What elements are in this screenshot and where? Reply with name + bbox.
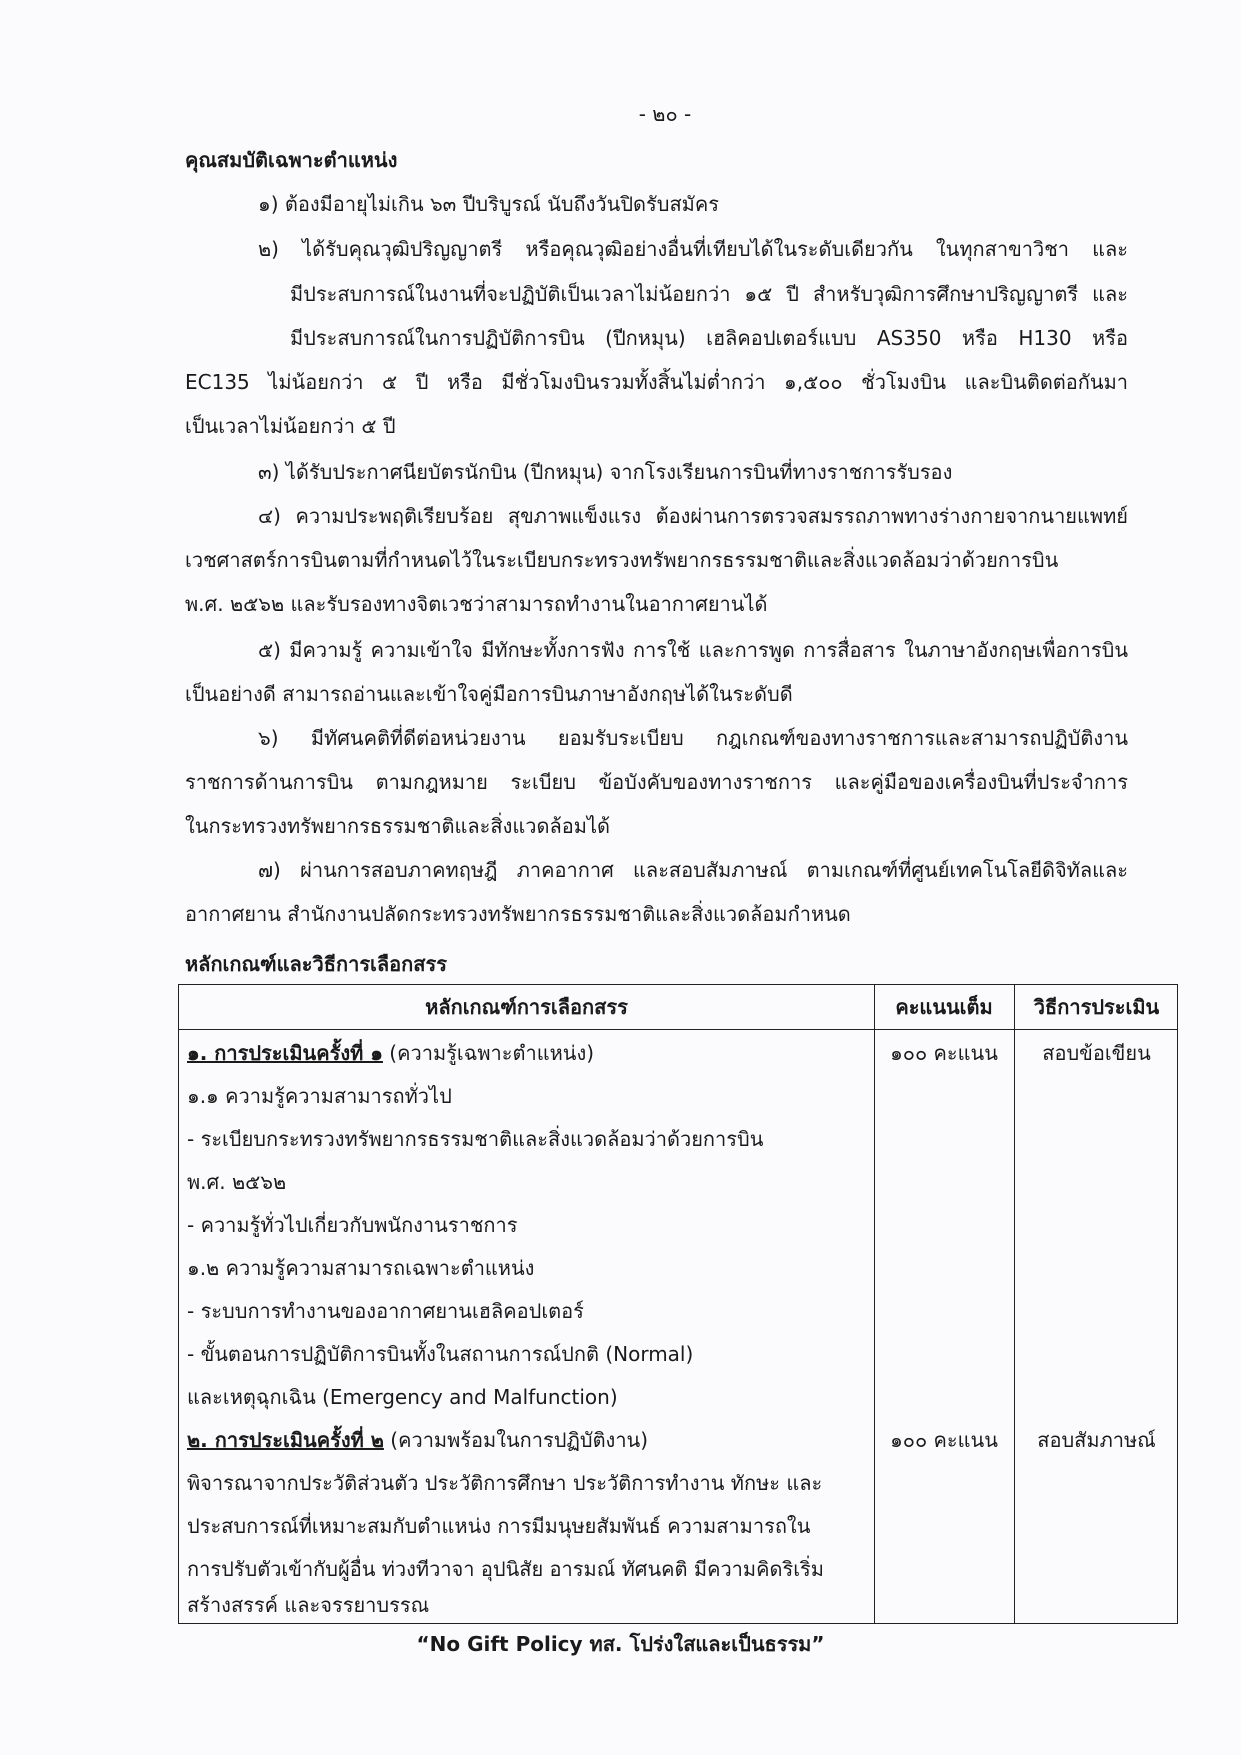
round-1-line: ๑.๑ ความรู้ความสามารถทั่วไป: [187, 1084, 452, 1108]
footer-policy: “No Gift Policy ทส. โปร่งใสและเป็นธรรม”: [416, 1632, 825, 1656]
table-header-score: คะแนนเต็ม: [895, 995, 993, 1019]
round-1-line: - ระเบียบกระทรวงทรัพยากรธรรมชาติและสิ่งแวดล้อมว่าด้วยการบิน: [187, 1127, 764, 1151]
round-2-title: ๒. การประเมินครั้งที่ ๒: [187, 1428, 384, 1452]
table-column-divider: [874, 985, 875, 1623]
qualification-2-line-4: EC135 ไม่น้อยกว่า ๕ ปี หรือ มีชั่วโมงบินรวมทั้งสิ้นไม่ต่ำกว่า ๑,๕๐๐ ชั่วโมงบิน และบินติดต่อกันมา: [185, 370, 1128, 394]
round-2-line: การปรับตัวเข้ากับผู้อื่น ท่วงทีวาจา อุปนิสัย อารมณ์ ทัศนคติ มีความคิดริเริ่ม: [187, 1557, 824, 1581]
qualification-5-line-2: เป็นอย่างดี สามารถอ่านและเข้าใจคู่มือการบินภาษาอังกฤษได้ในระดับดี: [185, 682, 793, 706]
round-1-method: สอบข้อเขียน: [1042, 1041, 1151, 1065]
round-1-line: - ความรู้ทั่วไปเกี่ยวกับพนักงานราชการ: [187, 1213, 518, 1237]
qualification-2-line-2: มีประสบการณ์ในงานที่จะปฏิบัติเป็นเวลาไม่น้อยกว่า ๑๕ ปี สำหรับวุฒิการศึกษาปริญญาตรี และ: [290, 282, 1128, 306]
round-1-title: ๑. การประเมินครั้งที่ ๑: [187, 1041, 383, 1065]
qualification-6: ๖) มีทัศนคติที่ดีต่อหน่วยงาน ยอมรับระเบียบ กฎเกณฑ์ของทางราชการและสามารถปฏิบัติงาน: [258, 726, 1128, 750]
qualification-3: ๓) ได้รับประกาศนียบัตรนักบิน (ปีกหมุน) จากโรงเรียนการบินที่ทางราชการรับรอง: [258, 460, 953, 484]
qualification-7: ๗) ผ่านการสอบภาคทฤษฎี ภาคอากาศ และสอบสัมภาษณ์ ตามเกณฑ์ที่ศูนย์เทคโนโลยีดิจิทัลและ: [258, 858, 1128, 882]
round-2-subtitle: (ความพร้อมในการปฏิบัติงาน): [383, 1428, 649, 1452]
qualification-7-line-2: อากาศยาน สำนักงานปลัดกระทรวงทรัพยากรธรรมชาติและสิ่งแวดล้อมกำหนด: [185, 902, 851, 926]
round-2-line: พิจารณาจากประวัติส่วนตัว ประวัติการศึกษา ประวัติการทำงาน ทักษะ และ: [187, 1471, 823, 1495]
qualification-1: ๑) ต้องมีอายุไม่เกิน ๖๓ ปีบริบูรณ์ นับถึงวันปิดรับสมัคร: [258, 192, 719, 216]
round-1-heading: [187, 1039, 594, 1067]
qualification-6-line-2: ราชการด้านการบิน ตามกฎหมาย ระเบียบ ข้อบังคับของทางราชการ และคู่มือของเครื่องบินที่ประจำการ: [185, 770, 1128, 794]
round-2-line: ประสบการณ์ที่เหมาะสมกับตำแหน่ง การมีมนุษยสัมพันธ์ ความสามารถใน: [187, 1514, 811, 1538]
qualification-4: ๔) ความประพฤติเรียบร้อย สุขภาพแข็งแรง ต้องผ่านการตรวจสมรรถภาพทางร่างกายจากนายแพทย์: [258, 504, 1128, 528]
table-header-divider: [179, 1029, 1177, 1030]
section-heading: คุณสมบัติเฉพาะตำแหน่ง: [185, 148, 398, 172]
round-1-line: - ระบบการทำงานของอากาศยานเฮลิคอปเตอร์: [187, 1299, 584, 1323]
table-header-method: วิธีการประเมิน: [1033, 995, 1160, 1019]
table-column-divider: [1014, 985, 1015, 1623]
round-1-score: ๑๐๐ คะแนน: [890, 1041, 998, 1065]
page-number: - ๒๐ -: [638, 102, 692, 126]
round-1-subtitle: (ความรู้เฉพาะตำแหน่ง): [382, 1041, 595, 1065]
qualification-6-line-3: ในกระทรวงทรัพยากรธรรมชาติและสิ่งแวดล้อมได้: [185, 814, 610, 838]
criteria-heading: หลักเกณฑ์และวิธีการเลือกสรร: [185, 952, 447, 976]
round-1-line: พ.ศ. ๒๕๖๒: [187, 1170, 287, 1194]
criteria-table: [178, 984, 1178, 1624]
table-header-criteria: หลักเกณฑ์การเลือกสรร: [425, 995, 628, 1019]
round-1-line: - ขั้นตอนการปฏิบัติการบินทั้งในสถานการณ์ปกติ (Normal): [187, 1342, 694, 1366]
round-1-line: และเหตุฉุกเฉิน (Emergency and Malfunction): [187, 1385, 618, 1409]
round-2-method: สอบสัมภาษณ์: [1037, 1428, 1156, 1452]
qualification-2-line-3: มีประสบการณ์ในการปฏิบัติการบิน (ปีกหมุน) เฮลิคอปเตอร์แบบ AS350 หรือ H130 หรือ: [290, 326, 1128, 350]
qualification-4-line-2: เวชศาสตร์การบินตามที่กำหนดไว้ในระเบียบกระทรวงทรัพยากรธรรมชาติและสิ่งแวดล้อมว่าด้วยการบิน: [185, 548, 1059, 572]
round-1-line: ๑.๒ ความรู้ความสามารถเฉพาะตำแหน่ง: [187, 1256, 535, 1280]
qualification-4-line-3: พ.ศ. ๒๕๖๒ และรับรองทางจิตเวชว่าสามารถทำงานในอากาศยานได้: [185, 592, 768, 616]
round-2-score: ๑๐๐ คะแนน: [890, 1428, 998, 1452]
qualification-2: ๒) ได้รับคุณวุฒิปริญญาตรี หรือคุณวุฒิอย่างอื่นที่เทียบได้ในระดับเดียวกัน ในทุกสาขาวิชา และ: [258, 237, 1128, 261]
qualification-2-line-5: เป็นเวลาไม่น้อยกว่า ๕ ปี: [185, 414, 396, 438]
round-2-heading: [187, 1426, 648, 1454]
qualification-5: ๕) มีความรู้ ความเข้าใจ มีทักษะทั้งการฟัง การใช้ และการพูด การสื่อสาร ในภาษาอังกฤษเพื่อการบิน: [258, 638, 1128, 662]
round-2-line: สร้างสรรค์ และจรรยาบรรณ: [187, 1593, 430, 1617]
